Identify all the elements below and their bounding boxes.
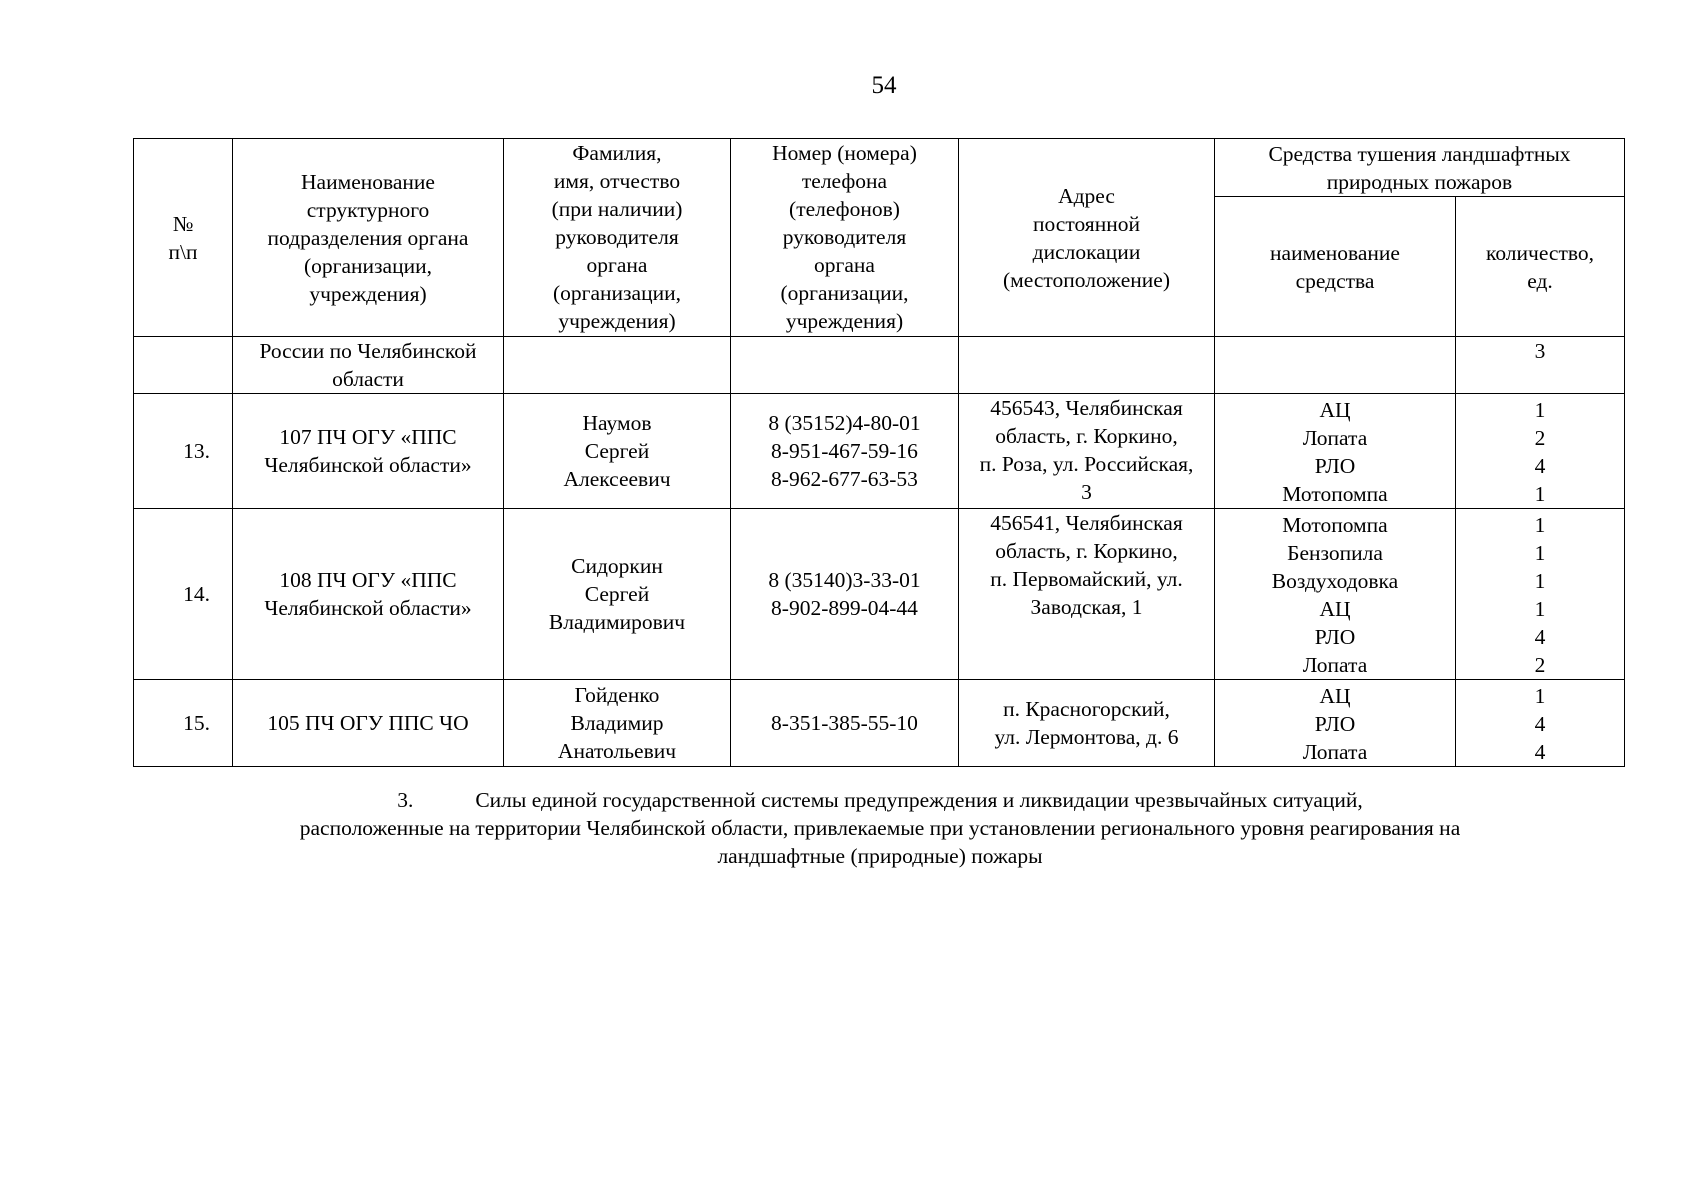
header-phone-line: Номер (номера) xyxy=(772,141,917,165)
cell-address xyxy=(959,680,1215,767)
header-phone-line: телефона xyxy=(801,169,888,193)
header-head xyxy=(504,139,731,337)
qty-item-line: 4 xyxy=(1534,712,1546,736)
cell-head-line: Сергей xyxy=(584,439,650,463)
means-item-line: АЦ xyxy=(1319,597,1351,621)
header-name-line: (организации, xyxy=(304,253,432,278)
cell-means xyxy=(1215,509,1456,680)
section-title-part-1: Силы единой государственной системы предупреждения и ликвидации чрезвычайных ситуаций, xyxy=(475,788,1363,812)
header-means-line: Средства тушения ландшафтных xyxy=(1268,141,1571,166)
qty-item-line: 1 xyxy=(1534,569,1546,593)
cell-name-line: 107 ПЧ ОГУ «ППС xyxy=(279,425,457,449)
cell-num xyxy=(134,337,233,394)
cell-phone xyxy=(731,680,959,767)
qty-item-line: 2 xyxy=(1534,653,1546,677)
header-means-line: природных пожаров xyxy=(1326,169,1513,194)
cell-address xyxy=(959,394,1215,509)
cell-phone-line: 8 (35140)3-33-01 xyxy=(768,568,921,592)
cell-phone xyxy=(731,509,959,680)
cell-name-line: России по Челябинской xyxy=(259,339,477,363)
cell-num: 13. xyxy=(134,394,233,509)
cell-address xyxy=(959,337,1215,394)
cell-means xyxy=(1215,337,1456,394)
qty-item-line: 1 xyxy=(1534,398,1546,422)
cell-phone xyxy=(731,394,959,509)
means-item-line: РЛО xyxy=(1314,625,1356,649)
qty-item-line: 1 xyxy=(1534,597,1546,621)
header-phone-line: органа xyxy=(814,253,875,277)
header-address-line: дислокации xyxy=(1032,239,1141,264)
cell-phone-line: 8-351-385-55-10 xyxy=(771,711,918,735)
cell-head-line: Сергей xyxy=(584,582,650,606)
cell-name xyxy=(233,337,504,394)
cell-address-line: область, г. Коркино, xyxy=(995,539,1178,563)
header-head-line: (организации, xyxy=(553,281,681,305)
header-name xyxy=(233,139,504,337)
header-head-line: имя, отчество xyxy=(553,169,681,193)
means-item-line: Воздуходовка xyxy=(1271,569,1399,593)
cell-num: 14. xyxy=(134,509,233,680)
header-head-line: Фамилия, xyxy=(572,141,662,165)
cell-phone-line: 8-951-467-59-16 xyxy=(771,439,918,463)
header-name-line: структурного xyxy=(306,197,430,222)
qty-item-line: 2 xyxy=(1534,426,1546,450)
means-item-line: Лопата xyxy=(1302,426,1368,450)
cell-head-line: Сидоркин xyxy=(571,554,663,578)
cell-phone-line: 8-902-899-04-44 xyxy=(771,596,918,620)
header-means xyxy=(1215,139,1625,197)
section-heading xyxy=(200,786,1560,870)
table-row xyxy=(134,680,1625,767)
header-name-line: подразделения органа xyxy=(267,225,469,250)
cell-means xyxy=(1215,680,1456,767)
qty-item-line: 1 xyxy=(1534,684,1546,708)
header-row-top xyxy=(134,139,1625,197)
header-head-line: учреждения) xyxy=(558,309,676,333)
cell-phone-line: 8 (35152)4-80-01 xyxy=(768,411,921,435)
cell-head xyxy=(504,509,731,680)
cell-qty xyxy=(1456,509,1625,680)
cell-qty xyxy=(1456,394,1625,509)
means-item-line: Лопата xyxy=(1302,740,1368,764)
means-item-line: Мотопомпа xyxy=(1282,482,1388,506)
cell-address-line: 456543, Челябинская xyxy=(990,396,1183,420)
cell-name-line: Челябинской области» xyxy=(264,453,472,477)
cell-head-line: Владимирович xyxy=(548,610,686,634)
section-line-2: расположенные на территории Челябинской области, привлекаемые при установлении регионального уровня реагирования на xyxy=(299,816,1461,840)
means-item-line: Мотопомпа xyxy=(1282,513,1388,537)
means-item-line: АЦ xyxy=(1319,684,1351,708)
cell-head xyxy=(504,680,731,767)
cell-name xyxy=(233,394,504,509)
header-means-name-line: средства xyxy=(1295,268,1375,293)
header-num xyxy=(134,139,233,337)
header-phone xyxy=(731,139,959,337)
cell-address xyxy=(959,509,1215,680)
cell-means xyxy=(1215,394,1456,509)
cell-address-line: Заводская, 1 xyxy=(1030,595,1143,619)
header-head-line: руководителя xyxy=(555,225,679,249)
cell-name-line: 105 ПЧ ОГУ ППС ЧО xyxy=(267,711,469,735)
forces-table xyxy=(133,138,1625,767)
means-item-line: АЦ xyxy=(1319,398,1351,422)
means-item-line: РЛО xyxy=(1314,454,1356,478)
header-phone-line: (организации, xyxy=(780,281,909,305)
cell-name-line: Челябинской области» xyxy=(264,596,472,620)
cell-phone-line: 8-962-677-63-53 xyxy=(771,467,918,491)
cell-head xyxy=(504,394,731,509)
qty-item-line: 4 xyxy=(1534,740,1546,764)
cell-qty: 3 xyxy=(1456,337,1625,394)
qty-item-line: 4 xyxy=(1534,454,1546,478)
cell-head-line: Гойденко xyxy=(574,683,660,707)
header-phone-line: учреждения) xyxy=(785,309,904,333)
page-number: 54 xyxy=(871,72,897,99)
cell-address-line: п. Роза, ул. Российская, xyxy=(979,452,1194,476)
header-head-line: (при наличии) xyxy=(551,197,683,221)
cell-address-line: 3 xyxy=(1081,480,1092,504)
cell-head-line: Владимир xyxy=(570,711,664,735)
qty-item-line: 1 xyxy=(1534,513,1546,537)
cell-name-line: области xyxy=(332,367,404,391)
section-line-3: ландшафтные (природные) пожары xyxy=(717,844,1043,868)
qty-item-line: 1 xyxy=(1534,482,1546,506)
cell-name-line: 108 ПЧ ОГУ «ППС xyxy=(279,568,457,592)
header-head-line: органа xyxy=(586,253,648,277)
header-num-line: п\п xyxy=(168,239,198,264)
header-means-name-line: наименование xyxy=(1270,240,1400,265)
header-means-qty-line: количество, xyxy=(1485,240,1594,265)
header-address-line: Адрес xyxy=(1058,183,1115,208)
section-line-1 xyxy=(200,786,1560,814)
table-row xyxy=(134,509,1625,680)
header-name-line: Наименование xyxy=(301,169,435,194)
header-address xyxy=(959,139,1215,337)
header-name-line: учреждения) xyxy=(309,281,427,306)
header-address-line: (местоположение) xyxy=(1003,267,1170,292)
continuation-row xyxy=(134,337,1625,394)
qty-item-line: 1 xyxy=(1534,541,1546,565)
cell-head xyxy=(504,337,731,394)
cell-name xyxy=(233,509,504,680)
cell-head-line: Алексеевич xyxy=(563,467,671,491)
cell-head-line: Наумов xyxy=(582,411,652,435)
cell-address-line: п. Красногорский, xyxy=(1003,697,1170,721)
header-means-name xyxy=(1215,197,1456,337)
cell-address-line: п. Первомайский, ул. xyxy=(990,567,1183,591)
means-item-line: Лопата xyxy=(1302,653,1368,677)
cell-phone xyxy=(731,337,959,394)
header-phone-line: (телефонов) xyxy=(789,197,900,221)
header-means-qty-line: ед. xyxy=(1527,268,1553,293)
cell-name xyxy=(233,680,504,767)
header-phone-line: руководителя xyxy=(782,225,907,249)
qty-item-line: 4 xyxy=(1534,625,1546,649)
header-num-line: № xyxy=(172,211,194,236)
means-item-line: РЛО xyxy=(1314,712,1356,736)
cell-num: 15. xyxy=(134,680,233,767)
cell-address-line: область, г. Коркино, xyxy=(995,424,1178,448)
section-number: 3. xyxy=(397,788,414,812)
header-address-line: постоянной xyxy=(1033,211,1140,236)
cell-address-line: ул. Лермонтова, д. 6 xyxy=(994,725,1179,749)
table-row xyxy=(134,394,1625,509)
header-means-qty xyxy=(1456,197,1625,337)
means-item-line: Бензопила xyxy=(1287,541,1383,565)
cell-qty xyxy=(1456,680,1625,767)
cell-head-line: Анатольевич xyxy=(557,739,677,763)
cell-address-line: 456541, Челябинская xyxy=(990,511,1183,535)
